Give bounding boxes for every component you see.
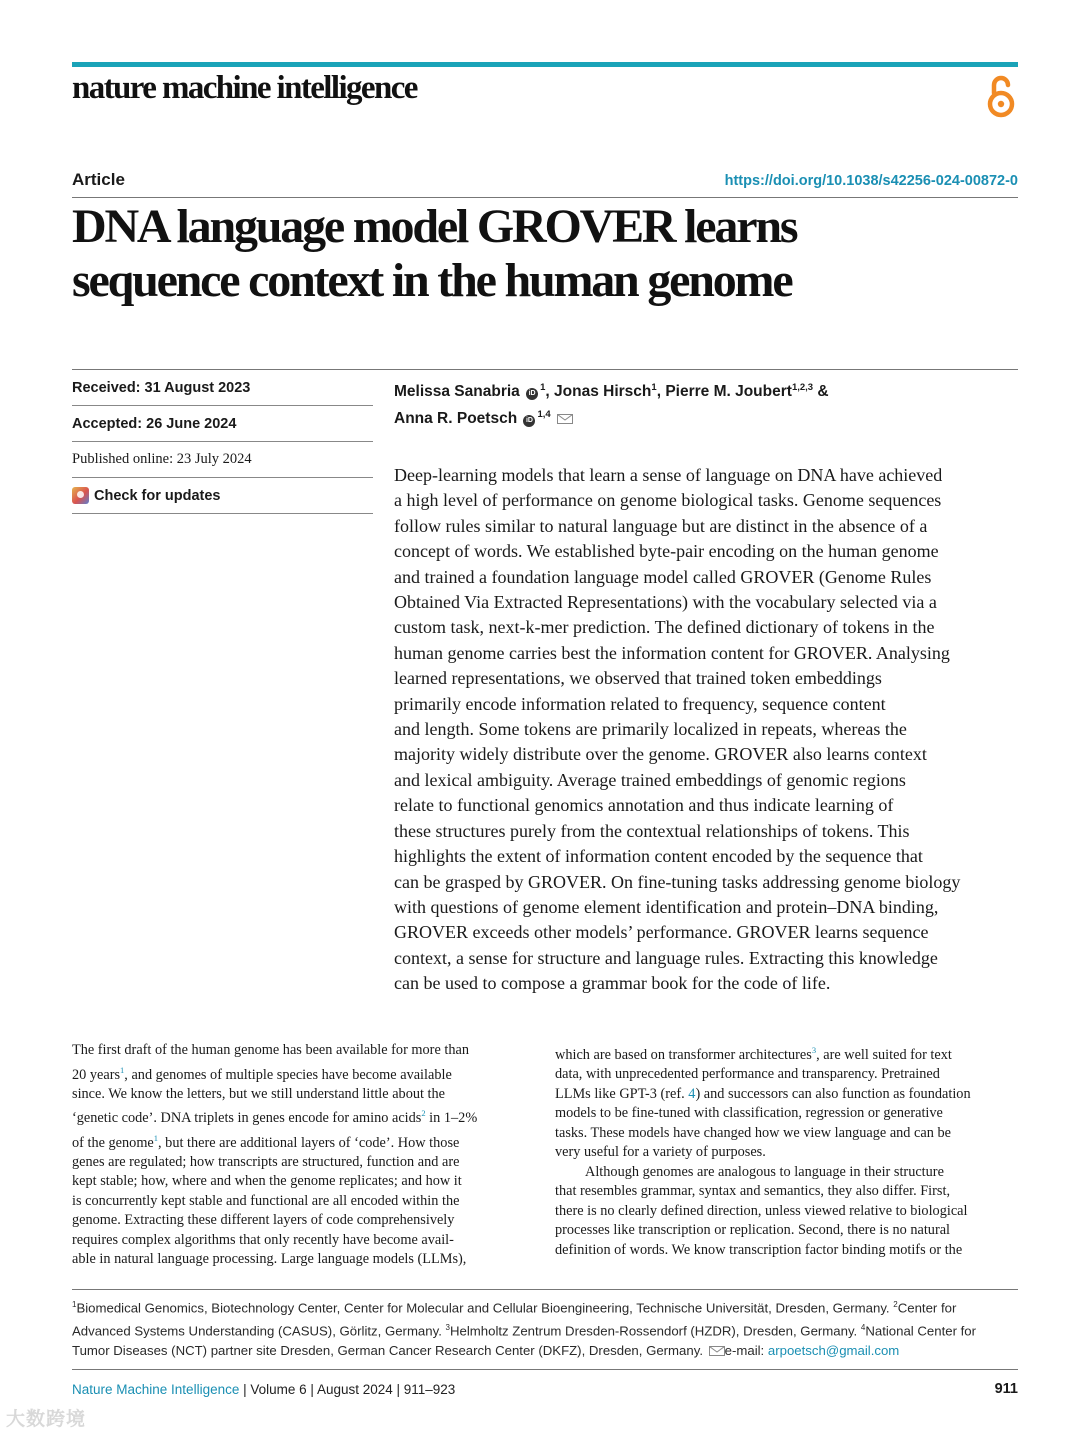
- body-line: models to be fine-tuned with classification, regression or generative: [555, 1105, 943, 1122]
- top-accent-bar: [72, 62, 1018, 67]
- doi-link[interactable]: https://doi.org/10.1038/s42256-024-00872-0: [724, 173, 1018, 189]
- abstract-line: context, a sense for structure and language rules. Extracting this knowledge: [394, 947, 938, 968]
- abstract-line: and length. Some tokens are primarily localized in repeats, whereas the: [394, 719, 907, 740]
- open-access-icon: [985, 73, 1017, 119]
- abstract-line: relate to functional genomics annotation and thus indicate learning of: [394, 795, 894, 816]
- abstract-line: follow rules similar to natural language but are distinct in the absence of a: [394, 515, 928, 536]
- mail-icon: [709, 1346, 725, 1356]
- body-line: tasks. These models have changed how we view language and can be: [555, 1124, 951, 1141]
- check-for-updates-link[interactable]: [72, 478, 373, 514]
- abstract-line: primarily encode information related to frequency, sequence content: [394, 693, 886, 714]
- footer-citation: Nature Machine Intelligence | Volume 6 | August 2024 | 911–923: [72, 1382, 456, 1397]
- affiliations-divider: [72, 1289, 1018, 1290]
- abstract-line: and lexical ambiguity. Average trained embeddings of genomic regions: [394, 769, 906, 790]
- abstract: [394, 463, 1024, 997]
- author-affil-sup: 1,2,3: [791, 382, 814, 393]
- abstract-line: concept of words. We established byte-pair encoding on the human genome: [394, 541, 939, 562]
- footer-divider: [72, 1369, 1018, 1370]
- body-line: kept stable; how, where and when the genome replicates; and how it: [72, 1173, 462, 1190]
- abstract-line: GROVER exceeds other models’ performance. GROVER learns sequence: [394, 922, 929, 943]
- footer-journal-link[interactable]: Nature Machine Intelligence: [72, 1382, 240, 1397]
- citation-link[interactable]: 2: [421, 1108, 426, 1119]
- page-number: 911: [994, 1381, 1018, 1397]
- abstract-line: human genome carries best the information content for GROVER. Analysing: [394, 642, 950, 663]
- author-affil-sup: 1,4: [537, 409, 551, 421]
- abstract-line: Deep-learning models that learn a sense of language on DNA have achieved: [394, 465, 943, 485]
- body-line: of the genome$^1$, but there are additional layers of ‘code’. How those: [72, 1132, 460, 1151]
- abstract-line: can be used to compose a grammar book for the code of life.: [394, 973, 831, 994]
- citation-link[interactable]: 3: [811, 1045, 817, 1055]
- body-line: there is no clearly defined direction, unless viewed relative to biological: [555, 1202, 968, 1219]
- footer-pages: 911–923: [403, 1382, 456, 1397]
- abstract-line: highlights the extent of information content encoded by the sequence that: [394, 846, 923, 867]
- body-column-left: [72, 1041, 535, 1270]
- citation-link[interactable]: 1: [153, 1132, 159, 1143]
- article-title: [72, 200, 1032, 308]
- abstract-line: can be grasped by GROVER. On fine-tuning tasks addressing genome biology: [394, 871, 961, 892]
- abstract-line: Obtained Via Extracted Representations) with the vocabulary selected via a: [394, 592, 937, 613]
- title-line: sequence context in the human genome: [72, 254, 792, 307]
- received-date: Received: 31 August 2023: [72, 370, 373, 406]
- body-column-right: [555, 1041, 1018, 1260]
- body-line: ‘genetic code’. DNA triplets in genes encode for amino acids$^2$ in 1–2%: [72, 1108, 478, 1127]
- author-affil-sup: 1: [540, 382, 546, 393]
- body-line: is concurrently kept stable and functional are all encoded within the: [72, 1192, 460, 1209]
- body-line: very useful for a variety of purposes.: [555, 1144, 766, 1161]
- body-line: which are based on transformer architectures$^3$, are well suited for text: [555, 1045, 952, 1063]
- body-line: genome. Extracting these different layers of code comprehensively: [72, 1212, 455, 1229]
- abstract-line: learned representations, we observed that trained token embeddings: [394, 668, 882, 689]
- author-name[interactable]: Anna R. Poetsch: [394, 410, 518, 428]
- abstract-line: a high level of performance on genome biological tasks. Genome sequences: [394, 490, 942, 511]
- orcid-icon[interactable]: iD: [526, 388, 538, 400]
- body-line: since. We know the letters, but we still understand little about the: [72, 1085, 446, 1102]
- article-meta: [72, 370, 373, 514]
- body-line: data, with unprecedented performance and transparency. Pretrained: [555, 1066, 940, 1083]
- body-line: that resembles grammar, syntax and semantics, they also differ. First,: [555, 1183, 951, 1200]
- author-ampersand: &: [817, 383, 829, 401]
- body-line: processes like transcription or replication. Second, there is no natural: [555, 1222, 951, 1239]
- body-line: The first draft of the human genome has been available for more than: [72, 1042, 469, 1058]
- body-line: requires complex algorithms that only recently have become avail-: [72, 1231, 454, 1248]
- affiliation-line: Tumor Diseases (NCT) partner site Dresden, German Cancer Research Center (DKFZ), Dresden, Germany. e-mail: arpoetsch@gmail.com: [72, 1342, 900, 1358]
- body-line: LLMs like GPT-3 (ref. 4) and successors can also function as foundation: [555, 1085, 971, 1102]
- header-divider: [72, 197, 1018, 198]
- author-name[interactable]: Jonas Hirsch: [554, 383, 652, 401]
- abstract-line: with questions of genome element identification and protein–DNA binding,: [394, 896, 939, 917]
- body-line: genes are regulated; how transcripts are structured, function and are: [72, 1153, 460, 1170]
- title-line: DNA language model GROVER learns: [72, 200, 797, 253]
- citation-link[interactable]: 1: [120, 1064, 125, 1075]
- crossmark-icon: [72, 487, 89, 504]
- body-line: definition of words. We know transcription factor binding motifs or the: [555, 1241, 963, 1258]
- body-line: Although genomes are analogous to language in their structure: [585, 1163, 944, 1180]
- abstract-line: and trained a foundation language model called GROVER (Genome Rules: [394, 566, 932, 587]
- abstract-line: these structures purely from the contextual relationships of tokens. This: [394, 820, 910, 841]
- body-line: able in natural language processing. Large language models (LLMs),: [72, 1251, 467, 1268]
- affiliations: [72, 1295, 1032, 1360]
- author-name[interactable]: Pierre M. Joubert: [665, 383, 792, 401]
- accepted-date: Accepted: 26 June 2024: [72, 406, 373, 442]
- affiliation-line: Advanced Systems Understanding (CASUS), Görlitz, Germany. $^3$Helmholtz Zentrum Dresden-Rossendorf (HZDR), Dresden, Germany. $^4$National Center for: [72, 1322, 977, 1339]
- orcid-icon[interactable]: iD: [523, 415, 535, 427]
- check-for-updates-label: Check for updates: [94, 487, 221, 504]
- author-list: Melissa Sanabria $iD^1$, Jonas Hirsch$^1$, Pierre M. Joubert$^{1,2,3}$ & Anna R. Poetsch iD$^{1,4}$: [394, 382, 829, 428]
- affiliation-line: $^1$Biomedical Genomics, Biotechnology Center, Center for Molecular and Cellular Bioengineering, Technische Universität, Dresden, Germany. $^2$Center for: [72, 1300, 957, 1316]
- mail-icon[interactable]: [557, 414, 573, 424]
- footer-volume: Volume 6: [250, 1382, 307, 1397]
- watermark: 大数跨境: [6, 1409, 87, 1430]
- citation-link[interactable]: 4: [688, 1085, 696, 1102]
- article-type: Article: [72, 170, 125, 189]
- abstract-line: majority widely distribute over the genome. GROVER also learns context: [394, 744, 927, 765]
- body-line: 20 years$^1$, and genomes of multiple species have become available: [72, 1064, 452, 1083]
- email-link[interactable]: arpoetsch@gmail.com: [767, 1342, 900, 1358]
- published-date: Published online: 23 July 2024: [72, 442, 373, 478]
- author-affil-sup: 1: [651, 382, 657, 393]
- author-name[interactable]: Melissa Sanabria: [394, 383, 520, 401]
- abstract-line: custom task, next-k-mer prediction. The defined dictionary of tokens in the: [394, 617, 935, 638]
- journal-name[interactable]: nature machine intelligence: [72, 70, 417, 106]
- footer-date: August 2024: [316, 1382, 393, 1397]
